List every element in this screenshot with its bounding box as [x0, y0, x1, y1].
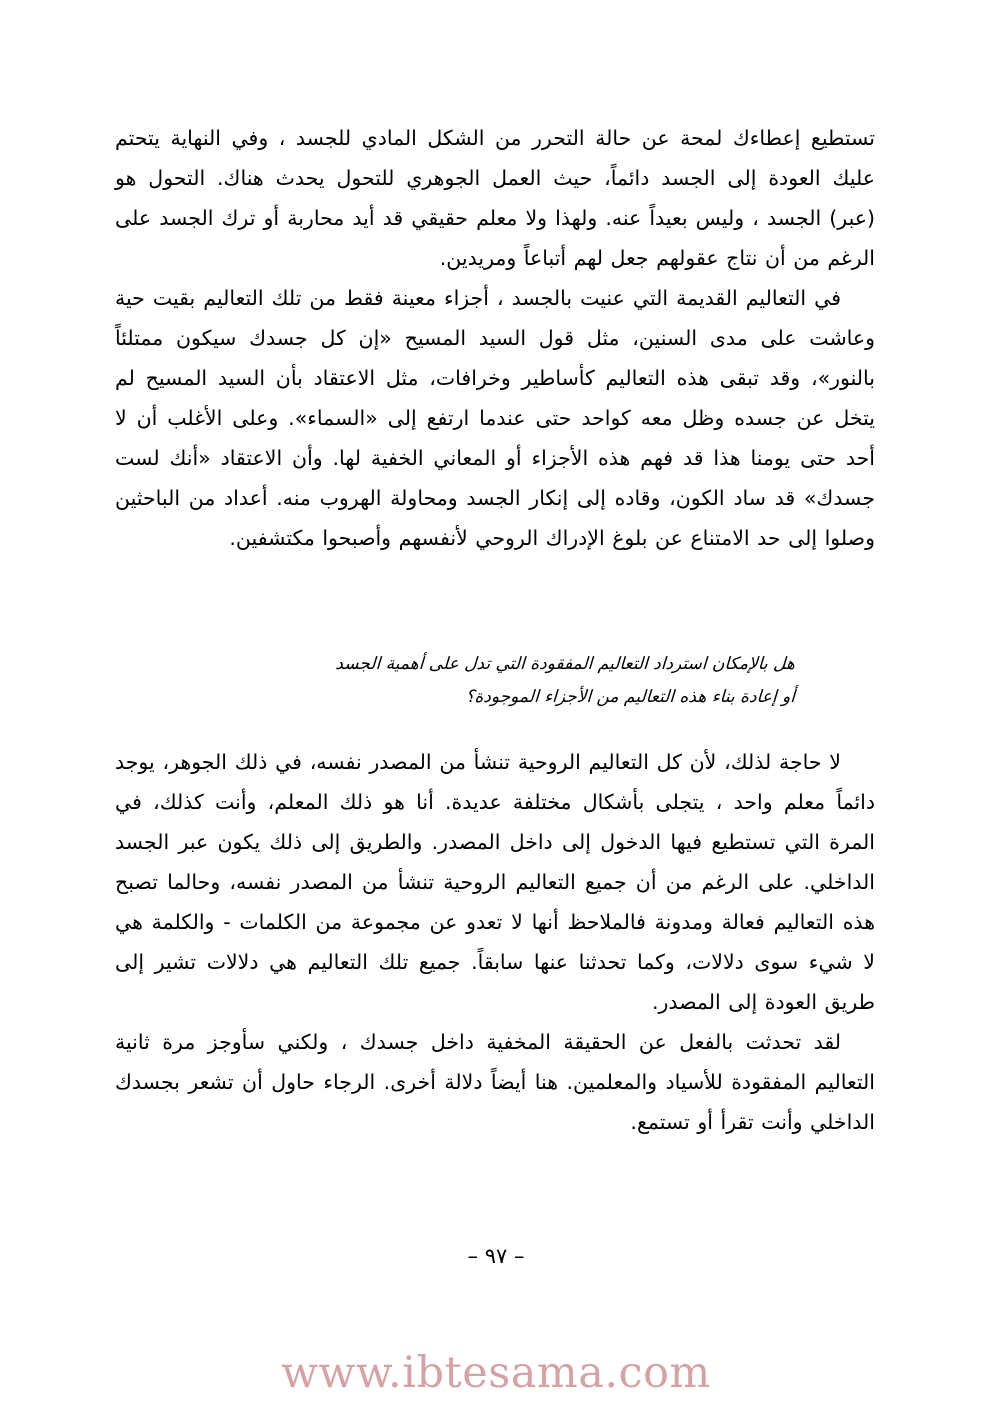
site-watermark: www.ibtesama.com — [281, 1348, 711, 1398]
body-text-column-lower — [115, 742, 875, 1142]
question-line-1: هل بالإمكان استرداد التعاليم المفقودة التي تدل على أهمية الجسد — [334, 654, 796, 674]
page-number: – ٩٧ – — [467, 1244, 525, 1268]
paragraph-1: تستطيع إعطاءك لمحة عن حالة التحرر من الشكل المادي للجسد ، وفي النهاية يتحتم عليك العودة إلى الجسد دائماً، حيث العمل الجوهري للتحول يحدث هناك. التحول هو (عبر) الجسد ، وليس بعيداً عنه. ولهذا ولا معلم حقيقي قد أيد محاربة أو ترك الجسد على الرغم من أن نتاج عقولهم جعل لهم أتباعاً ومريدين. — [115, 126, 875, 270]
pull-quote-question — [115, 648, 795, 714]
paragraph-2: في التعاليم القديمة التي عنيت بالجسد ، أجزاء معينة فقط من تلك التعاليم بقيت حية وعاشت على مدى السنين، مثل قول السيد المسيح «إن كل جسدك سيكون ممتلئاً بالنور»، وقد تبقى هذه التعاليم كأساطير وخرافات، مثل الاعتقاد بأن السيد المسيح لم يتخل عن جسده وظل معه كواحد حتى عندما ارتفع إلى «السماء». وعلى الأغلب أن لا أحد حتى يومنا هذا قد فهم هذه الأجزاء أو المعاني الخفية لها. وأن الاعتقاد «أنك لست جسدك» قد ساد الكون، وقاده إلى إنكار الجسد ومحاولة الهروب منه. أعداد من الباحثين وصلوا إلى حد الامتناع عن بلوغ الإدراك الروحي لأنفسهم وأصبحوا مكتشفين. — [115, 286, 875, 550]
paragraph-4: لقد تحدثت بالفعل عن الحقيقة المخفية داخل جسدك ، ولكني سأوجز مرة ثانية التعاليم المفقودة للأسياد والمعلمين. هنا أيضاً دلالة أخرى. الرجاء حاول أن تشعر بجسدك الداخلي وأنت تقرأ أو تستمع. — [115, 1030, 875, 1134]
body-text-column — [115, 118, 875, 558]
question-line-2: أو إعادة بناء هذه التعاليم من الأجزاء الموجودة؟ — [464, 687, 796, 707]
paragraph-3: لا حاجة لذلك، لأن كل التعاليم الروحية تنشأ من المصدر نفسه، في ذلك الجوهر، يوجد دائماً معلم واحد ، يتجلى بأشكال مختلفة عديدة. أنا هو ذلك المعلم، وأنت كذلك، في المرة التي تستطيع فيها الدخول إلى داخل المصدر. والطريق إلى ذلك يكون عبر الجسد الداخلي. على الرغم من أن جميع التعاليم الروحية تنشأ من المصدر نفسه، وحالما تصبح هذه التعاليم فعالة ومدونة فالملاحظ أنها لا تعدو عن مجموعة من الكلمات - والكلمة هي لا شيء سوى دلالات، وكما تحدثنا عنها سابقاً. جميع تلك التعاليم هي دلالات تشير إلى طريق العودة إلى المصدر. — [115, 750, 875, 1014]
